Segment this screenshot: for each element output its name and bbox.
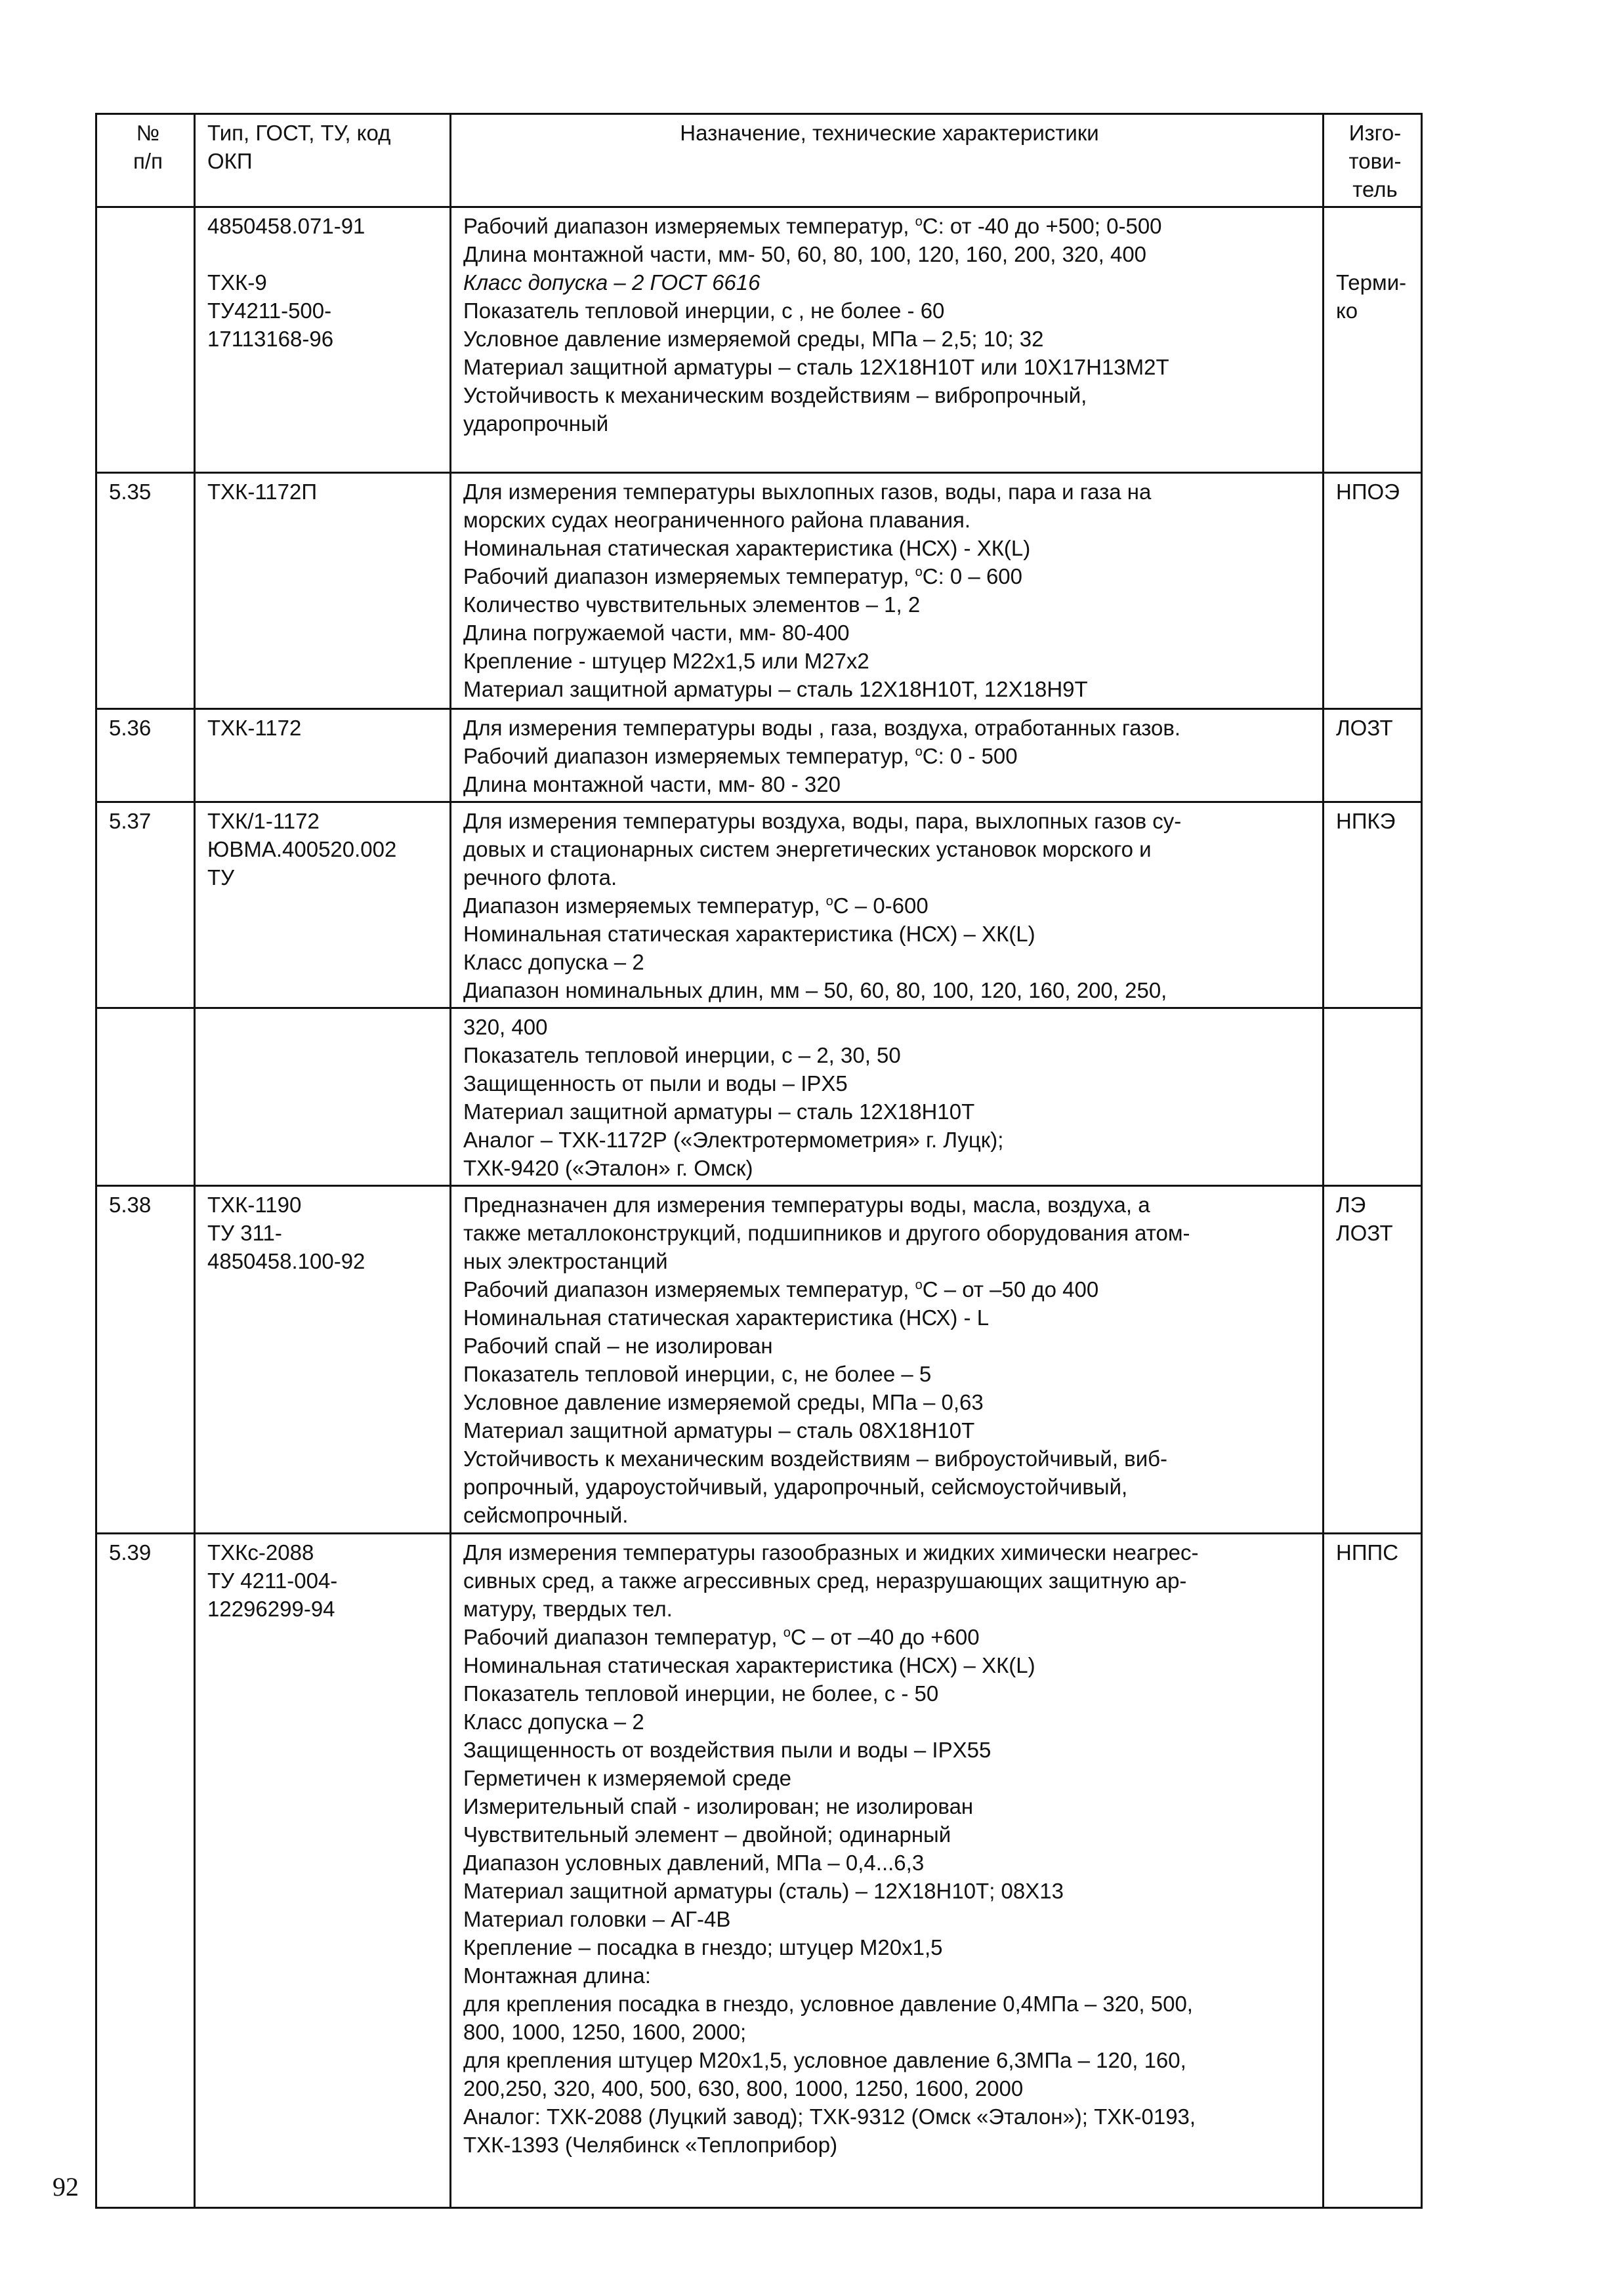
cell-desc-line: Рабочий диапазон измеряемых температур, $^o$С: 0 - 500 [463,744,1018,768]
cell-desc-line: Монтажная длина: [463,1963,651,1988]
cell-desc-line: Герметичен к измеряемой среде [463,1766,791,1790]
cell-maker [1324,1008,1422,1186]
cell-desc-line: Аналог: ТХК-2088 (Луцкий завод); ТХК-9312 (Омск «Эталон»); ТХК-0193, [463,2104,1196,2129]
cell-type-line: 4850458.100-92 [207,1249,365,1273]
row-number: 5.39 [109,1540,152,1565]
cell-desc-line: ударопрочный [463,411,609,436]
cell-desc [451,473,1324,709]
page-number: 92 [52,2172,79,2202]
cell-maker-line [1336,212,1414,240]
cell-maker [1324,473,1422,709]
cell-desc [451,802,1324,1008]
cell-desc-line: довых и стационарных систем энергетических установок морского и [463,837,1152,861]
header-type [195,114,451,207]
cell-desc-line: Длина монтажной части, мм- 80 - 320 [463,772,841,796]
cell-desc-line: Для измерения температуры воздуха, воды, пара, выхлопных газов су- [463,809,1182,833]
cell-desc-line: Диапазон номинальных длин, мм – 50, 60, 80, 100, 120, 160, 200, 250, [463,978,1167,1002]
cell-type-line: ТУ 4211-004- [207,1568,338,1593]
cell-desc [451,1534,1324,2208]
cell-type-line: ТХК-1172 [207,716,302,740]
cell-desc-line: Показатель тепловой инерции, не более, с - 50 [463,1681,939,1706]
cell-type-line: ТУ [207,865,235,890]
header-maker-line: Изго- [1348,121,1402,145]
cell-num [96,709,195,802]
cell-desc-line: Для измерения температуры выхлопных газов, воды, пара и газа на [463,480,1152,504]
table-row [96,1534,1422,2208]
cell-desc-line: Длина погружаемой части, мм- 80-400 [463,621,850,645]
header-type-line: ОКП [207,149,253,173]
cell-type [195,709,451,802]
cell-type-line: ТХК-1172П [207,480,318,504]
header-desc-line: Назначение, технические характеристики [680,121,1099,145]
cell-type-line: ТУ 311- [207,1221,282,1245]
cell-desc-line: Условное давление измеряемой среды, МПа – 0,63 [463,1390,984,1414]
cell-desc-line: 200,250, 320, 400, 500, 630, 800, 1000, 1250, 1600, 2000 [463,2076,1024,2101]
cell-desc-line: ТХК-1393 (Челябинск «Теплоприбор) [463,2133,838,2157]
cell-type [195,207,451,473]
cell-type [195,802,451,1008]
cell-desc-line: Условное давление измеряемой среды, МПа – 2,5; 10; 32 [463,327,1044,351]
cell-desc-line: Номинальная статическая характеристика (НСХ) – ХК(L) [463,922,1035,946]
cell-num [96,1534,195,2208]
cell-desc-line: Диапазон условных давлений, МПа – 0,4...6,3 [463,1851,925,1875]
cell-type-line [207,240,443,268]
cell-desc-line: сивных сред, а также агрессивных сред, неразрушающих защитную ар- [463,1568,1187,1593]
cell-desc-line: Измерительный спай - изолирован; не изолирован [463,1794,974,1818]
row-number: 5.37 [109,809,152,833]
cell-desc-line: Номинальная статическая характеристика (НСХ) – ХК(L) [463,1653,1035,1677]
row-number: 5.38 [109,1193,152,1217]
cell-type [195,1534,451,2208]
cell-desc-line: Класс допуска – 2 [463,1710,644,1734]
cell-desc-line: Материал защитной арматуры – сталь 12Х18Н10Т [463,1099,975,1124]
cell-maker-line: ЛЭ [1336,1193,1366,1217]
cell-maker-line: ко [1336,298,1358,323]
cell-desc-line: Защищенность от воздействия пыли и воды – IPX55 [463,1738,991,1762]
cell-desc-line: Рабочий диапазон измеряемых температур, $^o$С: от -40 до +500; 0-500 [463,214,1162,238]
table-row [96,1008,1422,1186]
cell-num [96,473,195,709]
cell-num [96,1008,195,1186]
cell-maker-line: ЛОЗТ [1336,1221,1393,1245]
cell-desc-line: 800, 1000, 1250, 1600, 2000; [463,2020,747,2044]
header-maker [1324,114,1422,207]
cell-type-line: ТХК-9 [207,270,267,295]
cell-num [96,207,195,473]
cell-desc-line: сейсмопрочный. [463,1503,629,1527]
cell-desc-line: Материал защитной арматуры – сталь 08Х18Н10Т [463,1418,975,1443]
cell-desc-line: Рабочий диапазон измеряемых температур, $^o$С – от –50 до 400 [463,1277,1099,1302]
cell-maker [1324,207,1422,473]
cell-type-line: 12296299-94 [207,1597,335,1621]
cell-desc-line: Рабочий спай – не изолирован [463,1334,773,1358]
cell-maker-line: Терми- [1336,270,1407,295]
cell-type-line: ЮВМА.400520.002 [207,837,397,861]
cell-desc-line: 320, 400 [463,1015,548,1039]
cell-type [195,1008,451,1186]
cell-desc-line: Крепление - штуцер М22х1,5 или М27х2 [463,649,869,673]
cell-desc-line: Защищенность от пыли и воды – IPX5 [463,1071,848,1096]
cell-maker [1324,1186,1422,1534]
cell-desc-line: Класс допуска – 2 ГОСТ 6616 [463,270,761,295]
header-num-line: № [136,121,160,145]
cell-type-line: ТХК/1-1172 [207,809,320,833]
cell-desc [451,1186,1324,1534]
cell-desc-line: Материал защитной арматуры – сталь 12Х18Н10Т, 12Х18Н9Т [463,677,1088,701]
header-maker-line: тель [1352,177,1398,201]
cell-desc-line: ТХК-9420 («Эталон» г. Омск) [463,1156,753,1180]
cell-desc [451,207,1324,473]
header-type-line: Тип, ГОСТ, ТУ, код [207,121,391,145]
cell-desc-line: речного флота. [463,865,617,890]
cell-desc-line: Рабочий диапазон температур, $^o$С – от –40 до +600 [463,1625,980,1649]
table-row [96,207,1422,473]
cell-type [195,1186,451,1534]
cell-desc-line: также металлоконструкций, подшипников и другого оборудования атом- [463,1221,1190,1245]
cell-maker-line: ЛОЗТ [1336,716,1393,740]
cell-maker-line: НПОЭ [1336,480,1400,504]
cell-desc-line: Показатель тепловой инерции, с , не более - 60 [463,298,945,323]
header-num-line: п/п [133,149,163,173]
cell-num [96,802,195,1008]
cell-desc-line: Рабочий диапазон измеряемых температур, $^o$С: 0 – 600 [463,564,1023,588]
cell-desc-line: Материал головки – АГ-4В [463,1907,731,1931]
cell-desc-line: Показатель тепловой инерции, с, не более – 5 [463,1362,932,1386]
cell-maker-line: НППС [1336,1540,1399,1565]
cell-desc-line: Номинальная статическая характеристика (НСХ) - L [463,1305,990,1330]
table-body [96,114,1422,2208]
cell-desc-line: Чувствительный элемент – двойной; одинарный [463,1822,951,1847]
thermocouple-spec-table [95,113,1423,2209]
table-row [96,1186,1422,1534]
table-header-row [96,114,1422,207]
cell-num [96,1186,195,1534]
header-num [96,114,195,207]
row-number: 5.35 [109,480,152,504]
cell-maker [1324,802,1422,1008]
table-row [96,473,1422,709]
cell-desc-line: Устойчивость к механическим воздействиям – виброустойчивый, виб- [463,1446,1168,1471]
cell-type-line: ТХКс-2088 [207,1540,314,1565]
table-row [96,802,1422,1008]
cell-desc-line: Номинальная статическая характеристика (НСХ) - ХК(L) [463,536,1031,560]
cell-maker [1324,709,1422,802]
cell-desc-line: Длина монтажной части, мм- 50, 60, 80, 100, 120, 160, 200, 320, 400 [463,242,1147,266]
cell-desc-line: Диапазон измеряемых температур, $^o$С – 0-600 [463,893,929,918]
cell-desc-line: Для измерения температуры воды , газа, воздуха, отработанных газов. [463,716,1181,740]
cell-maker [1324,1534,1422,2208]
cell-maker-line [1336,240,1414,268]
cell-desc-line: Показатель тепловой инерции, с – 2, 30, 50 [463,1043,901,1067]
cell-desc-line: ропрочный, удароустойчивый, ударопрочный, сейсмоустойчивый, [463,1475,1128,1499]
cell-desc-line: Предназначен для измерения температуры воды, масла, воздуха, а [463,1193,1150,1217]
cell-maker-line: НПКЭ [1336,809,1396,833]
cell-desc-line: для крепления посадка в гнездо, условное давление 0,4МПа – 320, 500, [463,1992,1193,2016]
cell-type-line: 4850458.071-91 [207,214,365,238]
cell-desc-line: морских судах неограниченного района плавания. [463,508,971,532]
cell-desc-line: Класс допуска – 2 [463,950,644,974]
cell-desc-line: матуру, твердых тел. [463,1597,673,1621]
row-number: 5.36 [109,716,152,740]
cell-desc-line: Крепление – посадка в гнездо; штуцер М20х1,5 [463,1935,943,1959]
cell-desc-line: для крепления штуцер М20х1,5, условное давление 6,3МПа – 120, 160, [463,2048,1186,2072]
cell-type-line: ТУ4211-500- [207,298,332,323]
cell-desc-line: Материал защитной арматуры – сталь 12Х18Н10Т или 10Х17Н13М2Т [463,355,1169,379]
cell-desc [451,1008,1324,1186]
cell-desc-line: ных электростанций [463,1249,668,1273]
cell-type [195,473,451,709]
cell-desc-line: Для измерения температуры газообразных и жидких химически неагрес- [463,1540,1199,1565]
cell-desc-line: Аналог – ТХК-1172Р («Электротермометрия» г. Луцк); [463,1128,1004,1152]
cell-type-line: 17113168-96 [207,327,334,351]
table-row [96,709,1422,802]
cell-desc-line: Количество чувствительных элементов – 1, 2 [463,592,921,617]
cell-desc-line: Материал защитной арматуры (сталь) – 12Х18Н10Т; 08Х13 [463,1879,1064,1903]
header-desc [451,114,1324,207]
cell-desc-line: Устойчивость к механическим воздействиям – вибропрочный, [463,383,1087,407]
header-maker-line: тови- [1348,149,1402,173]
cell-desc [451,709,1324,802]
cell-type-line: ТХК-1190 [207,1193,302,1217]
